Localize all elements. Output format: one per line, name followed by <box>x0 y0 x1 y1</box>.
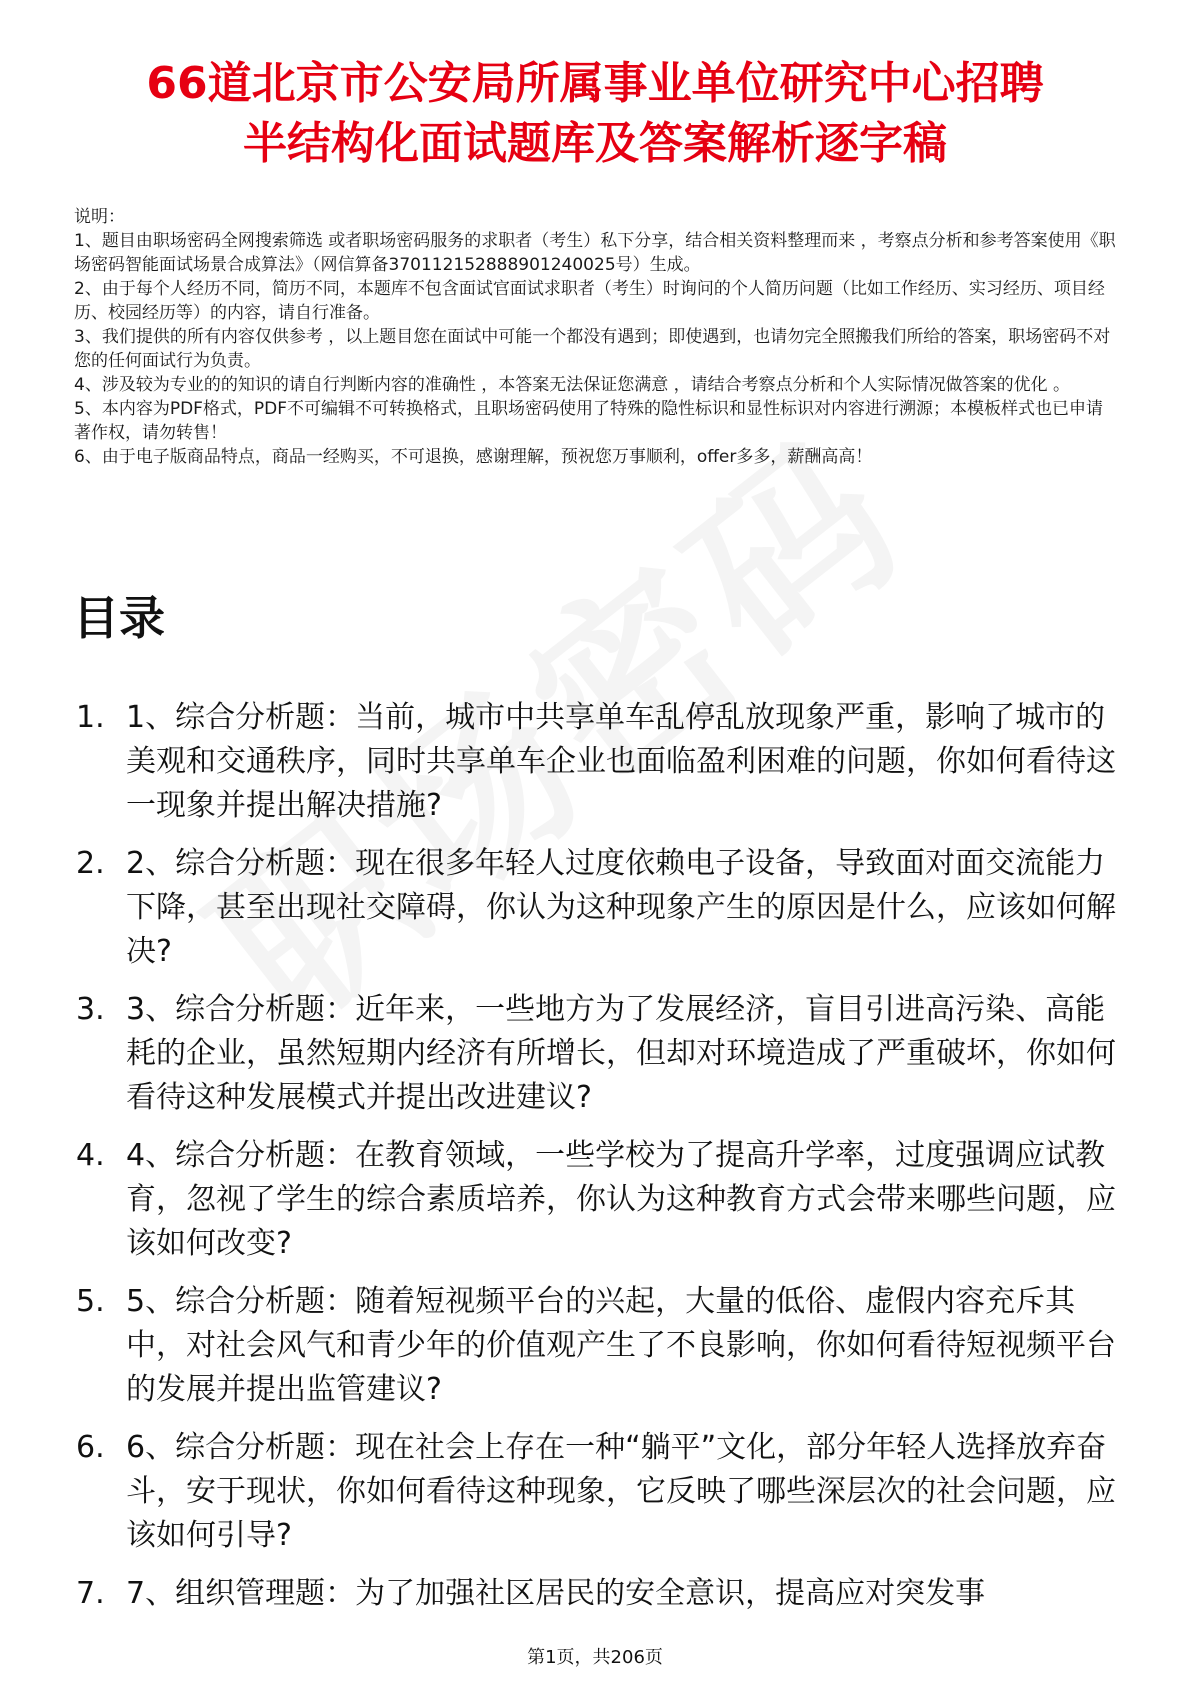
toc-item-text[interactable]: 2、综合分析题：现在很多年轻人过度依赖电子设备，导致面对面交流能力下降，甚至出现社交障碍，你认为这种现象产生的原因是什么，应该如何解决? <box>126 846 1116 969</box>
toc-item-number: 5. <box>76 1284 105 1319</box>
toc-heading: 目录 <box>73 591 165 645</box>
note-item: 6、由于电子版商品特点，商品一经购买，不可退换，感谢理解，预祝您万事顺利，offer多多，薪酬高高！ <box>74 447 873 467</box>
table-of-contents <box>76 696 1126 1630</box>
note-item: 1、题目由职场密码全网搜索筛选 或者职场密码服务的求职者（考生）私下分享，结合相关资料整理而来 ，考察点分析和参考答案使用《职场密码智能面试场景合成算法》（网信算备370112152888901240025号）生成。 <box>74 231 1116 275</box>
toc-item-text[interactable]: 4、综合分析题：在教育领域，一些学校为了提高升学率，过度强调应试教育，忽视了学生的综合素质培养，你认为这种教育方式会带来哪些问题，应该如何改变? <box>126 1138 1116 1261</box>
toc-item[interactable] <box>76 1426 1126 1558</box>
note-item: 5、本内容为PDF格式，PDF不可编辑不可转换格式，且职场密码使用了特殊的隐性标识和显性标识对内容进行溯源；本模板样式也已申请著作权，请勿转售！ <box>74 399 1104 443</box>
toc-item[interactable] <box>76 1134 1126 1266</box>
toc-item[interactable] <box>76 1572 1126 1616</box>
toc-item-text[interactable]: 7、组织管理题：为了加强社区居民的安全意识，提高应对突发事 <box>126 1576 986 1611</box>
toc-item-number: 7. <box>76 1576 105 1611</box>
toc-item-number: 6. <box>76 1430 105 1465</box>
document-title <box>0 54 1190 174</box>
toc-item[interactable] <box>76 696 1126 828</box>
note-item: 4、涉及较为专业的的知识的请自行判断内容的准确性 ，本答案无法保证您满意 ，请结合考察点分析和个人实际情况做答案的优化 。 <box>74 375 1071 395</box>
toc-item[interactable] <box>76 842 1126 974</box>
toc-item[interactable] <box>76 1280 1126 1412</box>
title-line-2: 半结构化面试题库及答案解析逐字稿 <box>243 118 947 169</box>
toc-item-text[interactable]: 5、综合分析题：随着短视频平台的兴起，大量的低俗、虚假内容充斥其中，对社会风气和青少年的价值观产生了不良影响，你如何看待短视频平台的发展并提出监管建议? <box>126 1284 1116 1407</box>
toc-item-number: 3. <box>76 992 105 1027</box>
notes-heading: 说明： <box>74 207 125 227</box>
toc-item-number: 1. <box>76 700 105 735</box>
page-footer: 第1页，共206页 <box>527 1647 663 1668</box>
note-item: 3、我们提供的所有内容仅供参考 ，以上题目您在面试中可能一个都没有遇到；即使遇到，也请勿完全照搬我们所给的答案，职场密码不对您的任何面试行为负责。 <box>74 327 1111 371</box>
note-item: 2、由于每个人经历不同，简历不同，本题库不包含面试官面试求职者（考生）时询问的个人简历问题（比如工作经历、实习经历、项目经历、校园经历等）的内容，请自行准备。 <box>74 279 1105 323</box>
toc-item-number: 2. <box>76 846 105 881</box>
toc-item-text[interactable]: 3、综合分析题：近年来，一些地方为了发展经济，盲目引进高污染、高能耗的企业，虽然短期内经济有所增长，但却对环境造成了严重破坏，你如何看待这种发展模式并提出改进建议? <box>126 992 1116 1115</box>
toc-item-text[interactable]: 6、综合分析题：现在社会上存在一种“躺平”文化，部分年轻人选择放弃奋斗，安于现状，你如何看待这种现象，它反映了哪些深层次的社会问题，应该如何引导? <box>126 1430 1116 1553</box>
toc-item[interactable] <box>76 988 1126 1120</box>
instructions-section <box>74 205 1119 469</box>
title-line-1: 66道北京市公安局所属事业单位研究中心招聘 <box>146 58 1044 109</box>
toc-item-number: 4. <box>76 1138 105 1173</box>
toc-item-text[interactable]: 1、综合分析题：当前，城市中共享单车乱停乱放现象严重，影响了城市的美观和交通秩序，同时共享单车企业也面临盈利困难的问题，你如何看待这一现象并提出解决措施? <box>126 700 1116 823</box>
